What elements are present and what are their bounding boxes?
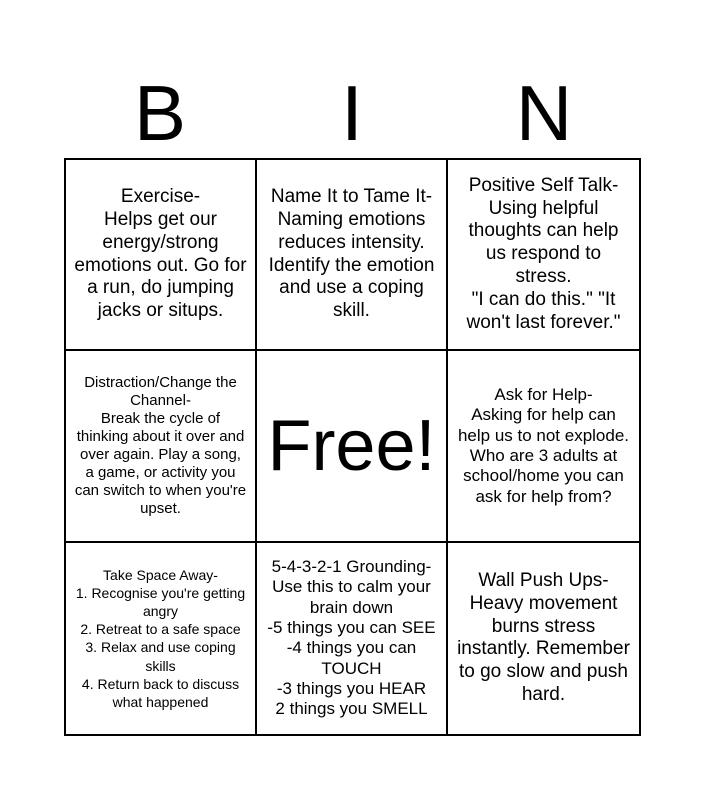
header-letter-i: I <box>341 69 363 157</box>
bingo-cell-distraction[interactable]: Distraction/Change the Channel- Break the cycle of thinking about it over and over again. Play a song, a game, or activity you can switch to when you're upset. <box>66 351 257 542</box>
bingo-cell-positive-self-talk[interactable]: Positive Self Talk- Using helpful thoughts can help us respond to stress. "I can do this." "It won't last forever." <box>448 160 639 351</box>
bingo-board <box>64 158 641 736</box>
bingo-cell-wall-push-ups[interactable]: Wall Push Ups- Heavy movement burns stress instantly. Remember to go slow and push hard. <box>457 569 630 705</box>
header-letter-b: B <box>133 69 187 157</box>
bingo-cell-ask-for-help[interactable]: Ask for Help- Asking for help can help us to not explode. Who are 3 adults at school/home you can ask for help from? <box>448 351 639 542</box>
bingo-cell-grounding[interactable]: 5-4-3-2-1 Grounding- Use this to calm your brain down -5 things you can SEE -4 things you can TOUCH -3 things you HEAR 2 things you SMELL <box>257 543 448 734</box>
bingo-cell-exercise[interactable]: Exercise- Helps get our energy/strong emotions out. Go for a run, do jumping jacks or situps. <box>66 160 257 351</box>
bingo-cell-free[interactable]: Free! <box>257 351 448 542</box>
bingo-cell-name-it-to-tame-it[interactable]: Name It to Tame It- Naming emotions reduces intensity. Identify the emotion and use a coping skill. <box>257 160 448 351</box>
bingo-cell-take-space-away[interactable]: Take Space Away- 1. Recognise you're getting angry 2. Retreat to a safe space 3. Relax and use coping skills 4. Return back to discuss what happened <box>66 543 257 734</box>
header-letter-n: N <box>515 69 573 157</box>
